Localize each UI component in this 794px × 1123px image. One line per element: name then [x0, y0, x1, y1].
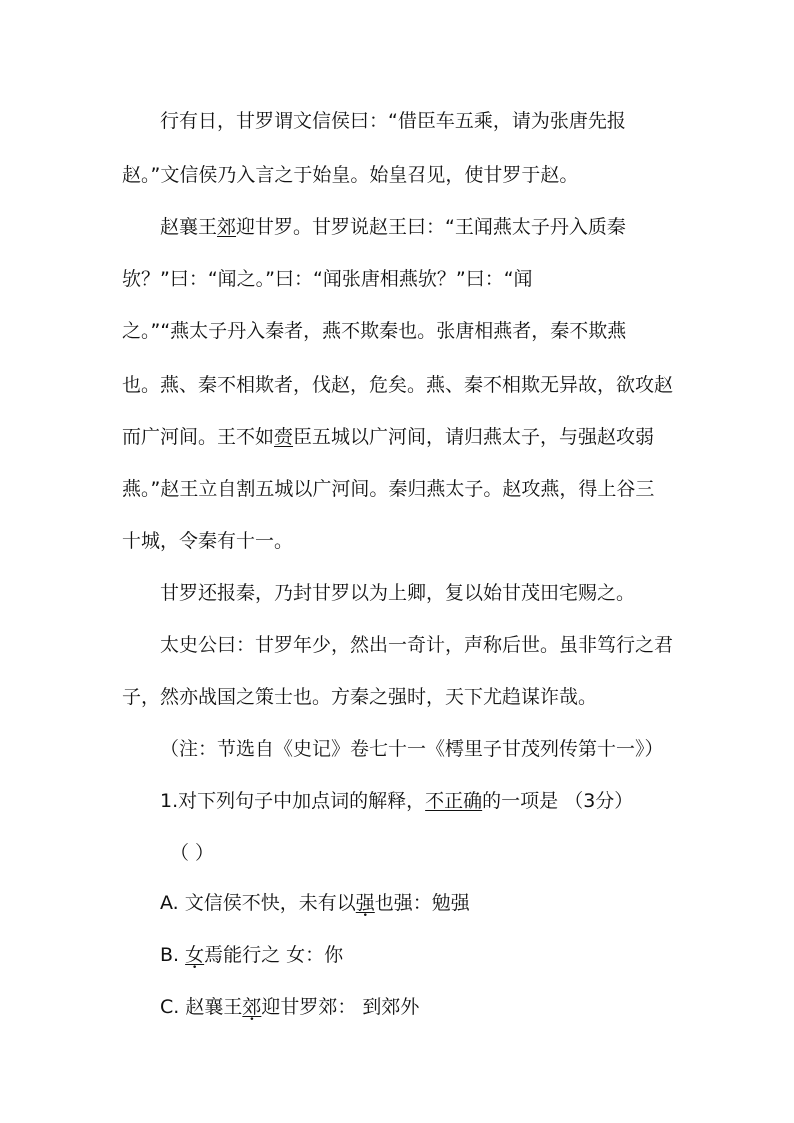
underlined-word: 赍: [274, 426, 294, 448]
text-segment: B.: [160, 944, 186, 966]
passage-line: 欤？”曰：“闻之。”曰：“闻张唐相燕欤？”曰：“闻: [122, 268, 533, 290]
passage-line: 也。燕、秦不相欺者，伐赵，危矣。燕、秦不相欺无异故，欲攻赵: [122, 374, 674, 396]
passage-line: [122, 428, 654, 447]
text-segment: 迎甘罗。甘罗说赵王曰：“王闻燕太子丹入质秦: [236, 216, 626, 238]
passage-line: 子，然亦战国之策士也。方秦之强时，天下尤趋谋诈哉。: [122, 686, 598, 708]
passage-line: 之。”“燕太子丹入秦者，燕不欺秦也。张唐相燕者，秦不欺燕: [122, 320, 627, 342]
text-segment: 的一项是 （3分）: [482, 790, 634, 812]
text-segment: C. 赵襄王: [160, 996, 243, 1018]
question-stem: [160, 792, 633, 811]
dotted-word: 郊: [242, 996, 262, 1018]
text-segment: 赵襄王: [160, 216, 218, 238]
option-c: [160, 998, 419, 1017]
dotted-word: 强: [355, 892, 375, 914]
answer-blank: （ ）: [170, 842, 215, 864]
passage-line: 燕。”赵王立自割五城以广河间。秦归燕太子。赵攻燕，得上谷三: [122, 478, 655, 500]
passage-line: 太史公曰：甘罗年少，然出一奇计，声称后世。虽非笃行之君: [160, 634, 674, 656]
dotted-word: 女: [185, 944, 205, 966]
text-segment: A. 文信侯不快，未有以: [160, 892, 356, 914]
passage-line: 十城，令秦有十一。: [122, 530, 294, 552]
source-note: （注：节选自《史记》卷七十一《樗里子甘茂列传第十一》）: [160, 738, 664, 760]
text-segment: 臣五城以广河间，请归燕太子，与强赵攻弱: [293, 426, 655, 448]
text-segment: 1.对下列句子中加点词的解释，: [160, 790, 426, 812]
passage-line: 行有日，甘罗谓文信侯曰：“借臣车五乘，请为张唐先报: [160, 110, 626, 132]
passage-line: [160, 218, 626, 237]
passage-line: 甘罗还报秦，乃封甘罗以为上卿，复以始甘茂田宅赐之。: [160, 582, 636, 604]
option-b: [160, 946, 343, 965]
text-segment: 而广河间。王不如: [122, 426, 275, 448]
text-segment: 焉能行之 女：你: [204, 944, 344, 966]
underlined-word: 郊: [217, 216, 237, 238]
text-segment: 也强：勉强: [374, 892, 470, 914]
passage-line: 赵。”文信侯乃入言之于始皇。始皇召见，使甘罗于赵。: [122, 164, 579, 186]
option-a: [160, 894, 470, 913]
text-segment: 迎甘罗郊： 到郊外: [261, 996, 420, 1018]
underlined-word: 不正确: [425, 790, 483, 812]
